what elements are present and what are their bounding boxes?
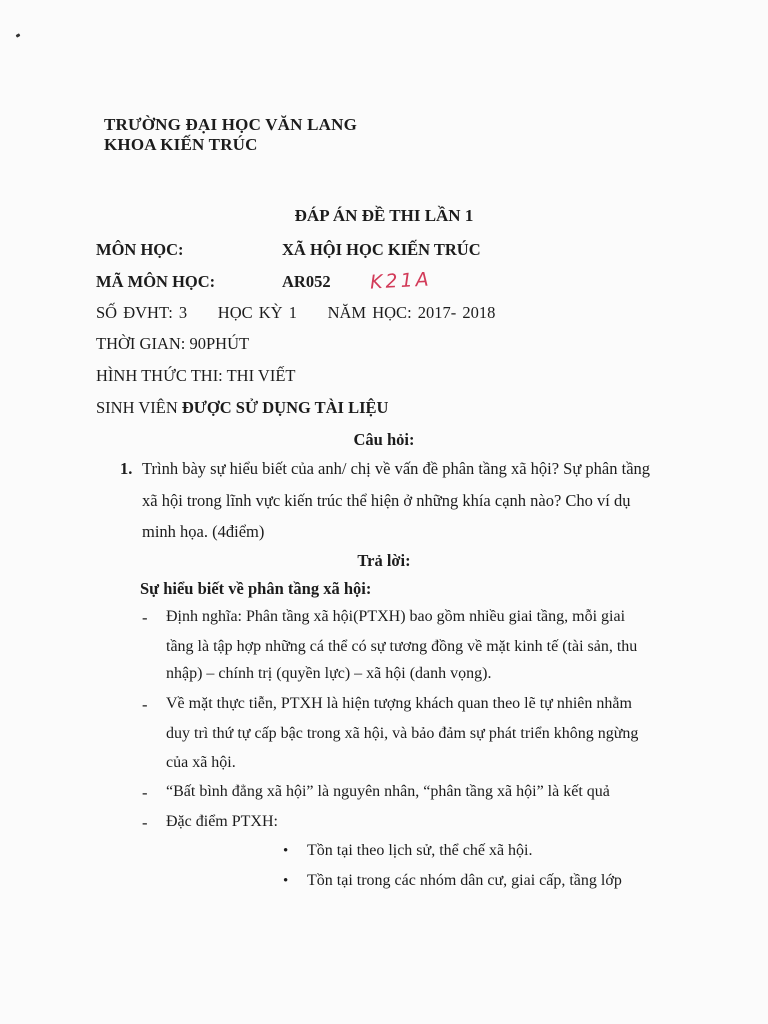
subject-row — [96, 240, 481, 260]
dash-marker: - — [142, 608, 148, 627]
answer-line: “Bất bình đẳng xã hội” là nguyên nhân, “phân tầng xã hội” là kết quả — [166, 783, 610, 800]
materials-bold: ĐƯỢC SỬ DỤNG TÀI LIỆU — [181, 398, 389, 417]
question-line: xã hội trong lĩnh vực kiến trúc thể hiện ở những khía cạnh nào? Cho ví dụ — [142, 491, 631, 510]
school-name: TRƯỜNG ĐẠI HỌC VĂN LANG — [104, 115, 358, 134]
answer-subheading: Sự hiểu biết về phân tầng xã hội: — [140, 579, 372, 598]
question-number: 1. — [120, 459, 133, 478]
code-row — [96, 272, 331, 292]
question-line: minh họa. (4điểm) — [142, 522, 265, 541]
credits-line: SỐ ĐVHT: 3 HỌC KỲ 1 NĂM HỌC: 2017- 2018 — [96, 303, 496, 322]
time-line: THỜI GIAN: 90PHÚT — [96, 334, 250, 353]
answer-heading: Trả lời: — [357, 551, 411, 570]
answer-line: Đặc điểm PTXH: — [166, 813, 278, 830]
answer-line: Định nghĩa: Phân tầng xã hội(PTXH) bao gồm nhiều giai tầng, mỗi giai — [166, 608, 626, 625]
answer-line: nhập) – chính trị (quyền lực) – xã hội (danh vọng). — [166, 665, 492, 682]
dash-marker: - — [142, 813, 148, 832]
scan-speck — [16, 33, 21, 38]
code-value: AR052 — [282, 272, 331, 291]
dash-marker: - — [142, 695, 148, 714]
materials-prefix: SINH VIÊN — [96, 398, 182, 417]
bullet-item: Tồn tại theo lịch sử, thể chế xã hội. — [307, 842, 533, 859]
bullet-marker: • — [283, 843, 289, 859]
dash-marker: - — [142, 783, 148, 802]
document-title: ĐÁP ÁN ĐỀ THI LẦN 1 — [294, 206, 474, 225]
subject-label: MÔN HỌC: — [96, 240, 184, 259]
answer-line: duy trì thứ tự cấp bậc trong xã hội, và bảo đảm sự phát triển không ngừng — [166, 725, 639, 742]
question-heading: Câu hỏi: — [353, 430, 415, 449]
answer-line: Về mặt thực tiễn, PTXH là hiện tượng khách quan theo lẽ tự nhiên nhằm — [166, 695, 632, 712]
materials-line — [96, 398, 388, 418]
faculty-name: KHOA KIẾN TRÚC — [104, 135, 258, 154]
handwritten-class-note: K21A — [369, 268, 433, 294]
question-line: Trình bày sự hiểu biết của anh/ chị về vấn đề phân tầng xã hội? Sự phân tầng — [142, 459, 651, 478]
answer-line: của xã hội. — [166, 754, 236, 771]
format-line: HÌNH THỨC THI: THI VIẾT — [96, 366, 296, 385]
answer-line: tầng là tập hợp những cá thể có sự tương đồng về mặt kinh tế (tài sản, thu — [166, 638, 638, 655]
bullet-marker: • — [283, 873, 289, 889]
bullet-item: Tồn tại trong các nhóm dân cư, giai cấp, tầng lớp — [307, 872, 622, 889]
code-label: MÃ MÔN HỌC: — [96, 272, 216, 291]
subject-value: XÃ HỘI HỌC KIẾN TRÚC — [282, 240, 481, 259]
